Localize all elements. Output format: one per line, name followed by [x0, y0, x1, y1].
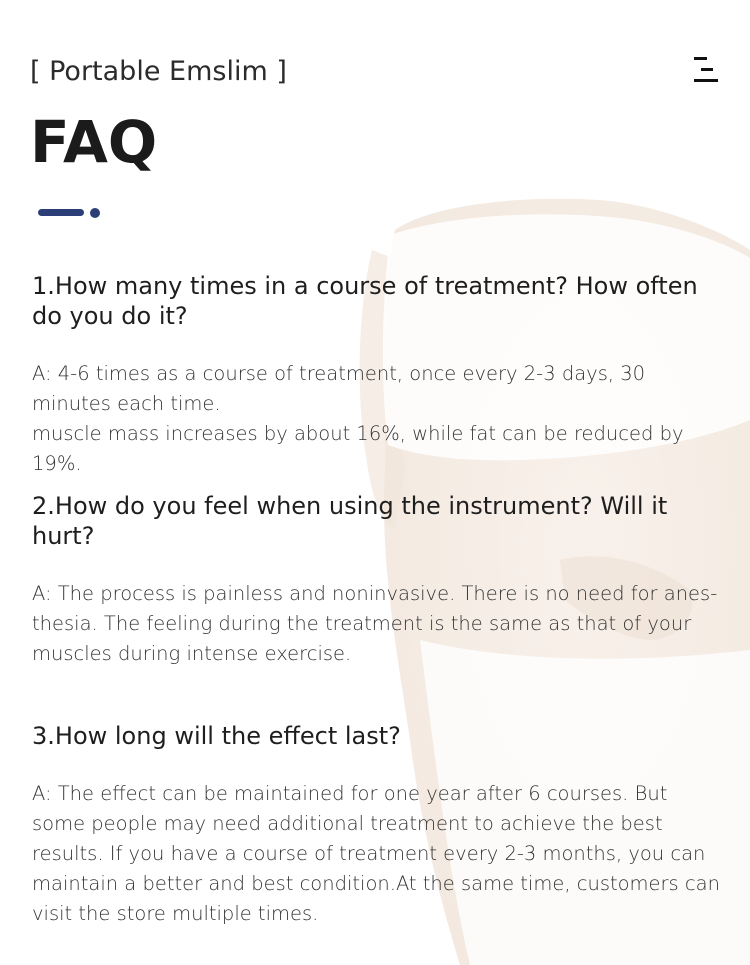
- faq-question: 3.How long will the effect last?: [32, 722, 401, 750]
- faq-question: 2.How do you feel when using the instrument? Will it hurt?: [32, 492, 668, 550]
- brand-label: [ Portable Emslim ]: [30, 56, 287, 87]
- faq-answer: A: 4-6 times as a course of treatment, once every 2-3 days, 30 minutes each time. muscle mass increases by about 16%, while fat can be reduced by 19%.: [32, 362, 684, 475]
- faq-answer: A: The process is painless and noninvasive. There is no need for anes-thesia. The feeling during the treatment is the same as that of your muscles during intense exercise.: [32, 582, 718, 665]
- faq-item: [32, 271, 722, 479]
- menu-button[interactable]: [694, 56, 720, 84]
- title-underline-dot: [90, 208, 100, 218]
- title-underline-bar: [38, 209, 84, 216]
- faq-answer: A: The effect can be maintained for one year after 6 courses. But some people may need additional treatment to achieve the best results. If you have a course of treatment every 2-3 months, you can maintain a better and best condition.At the same time, customers can visit the store multiple times.: [32, 782, 720, 925]
- faq-item: [32, 491, 722, 669]
- page-title: FAQ: [30, 108, 158, 176]
- faq-item: [32, 721, 722, 929]
- faq-question: 1.How many times in a course of treatment? How often do you do it?: [32, 272, 698, 330]
- menu-icon: [694, 57, 707, 60]
